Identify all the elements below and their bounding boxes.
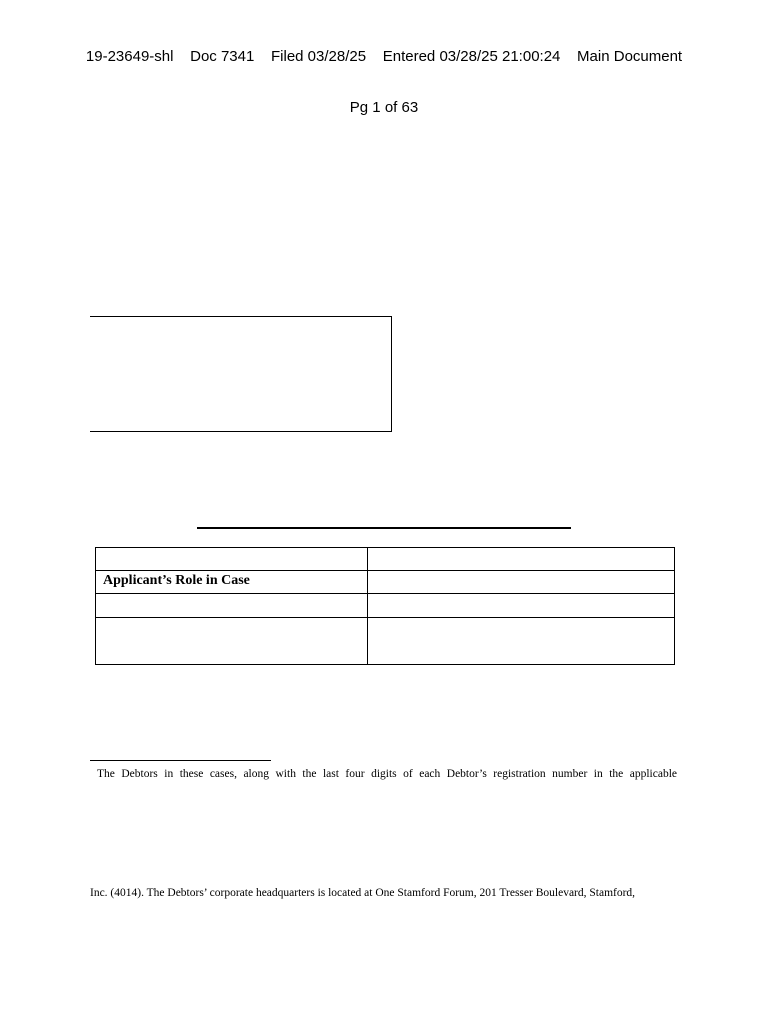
- table-cell: [96, 548, 368, 571]
- table-cell: [96, 618, 368, 665]
- table-row: [96, 548, 675, 571]
- caption-box: [90, 316, 392, 432]
- filing-header: [0, 14, 768, 133]
- footnote-separator: [90, 760, 271, 761]
- filing-header-line: 19-23649-shl Doc 7341 Filed 03/28/25 Entered 03/28/25 21:00:24 Main Document: [85, 48, 683, 65]
- table-cell: [368, 594, 675, 618]
- footnote-line: Inc. (4014). The Debtors’ corporate headquarters is located at One Stamford Forum, 201 Tresser Boulevard, Stamford,: [90, 887, 636, 899]
- table-cell: [368, 571, 675, 594]
- table-row: [96, 618, 675, 665]
- title-underline: [197, 527, 571, 529]
- table-cell: [368, 548, 675, 571]
- footnote-line: The Debtors in these cases, along with the last four digits of each Debtor’s registration number in the applicable: [97, 768, 677, 780]
- table-row: [96, 594, 675, 618]
- page-count: Pg 1 of 63: [349, 99, 419, 116]
- summary-table: [95, 547, 675, 665]
- applicant-role-label: Applicant’s Role in Case: [96, 571, 368, 594]
- table-cell: [96, 594, 368, 618]
- table-cell: [368, 618, 675, 665]
- table-row: [96, 571, 675, 594]
